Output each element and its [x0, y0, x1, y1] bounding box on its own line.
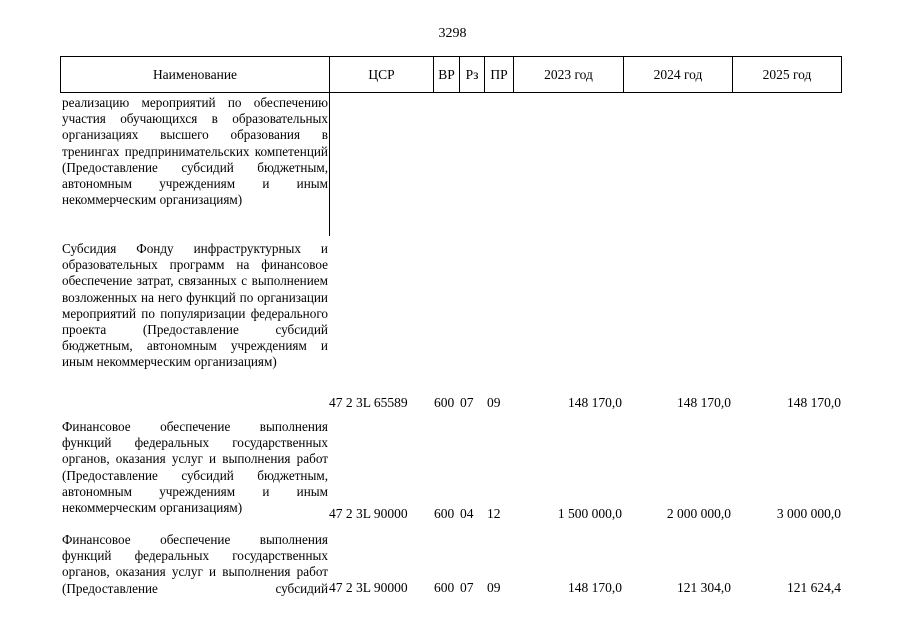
row-2024: 148 170,0	[677, 395, 731, 410]
row-vr: 600	[434, 506, 455, 521]
row-2024: 121 304,0	[677, 580, 731, 595]
row-2025: 121 624,4	[787, 580, 841, 595]
page-number: 3298	[438, 26, 467, 41]
row-name: реализацию мероприятий по обеспечению участия обучающихся в образовательных организациях высшего образования в тренингах предпринимательских компетенций (Предоставление субсидий бюджетным, автономным учреждениям и иным некоммерческим организациям)	[62, 95, 328, 208]
row-csr: 47 2 3L 90000	[329, 506, 408, 521]
row-2025: 3 000 000,0	[776, 506, 841, 521]
header-name: Наименование	[61, 57, 330, 92]
header-pr: ПР	[485, 57, 514, 92]
row-pr: 09	[487, 395, 501, 410]
row-csr: 47 2 3L 90000	[329, 580, 408, 595]
row-2025: 148 170,0	[787, 395, 841, 410]
column-divider	[329, 93, 330, 236]
row-2023: 148 170,0	[568, 395, 622, 410]
row-2023: 148 170,0	[568, 580, 622, 595]
header-2024: 2024 год	[624, 57, 733, 92]
header-vr: ВР	[434, 57, 460, 92]
row-rz: 04	[460, 506, 474, 521]
row-2023: 1 500 000,0	[557, 506, 622, 521]
row-2024: 2 000 000,0	[666, 506, 731, 521]
row-vr: 600	[434, 580, 455, 595]
row-rz: 07	[460, 395, 474, 410]
header-2023: 2023 год	[514, 57, 624, 92]
row-vr: 600	[434, 395, 455, 410]
row-rz: 07	[460, 580, 474, 595]
table-header	[60, 56, 842, 93]
row-name: Финансовое обеспечение выполнения функций федеральных государственных органов, оказания услуг и выполнения работ (Предоставление субсидий	[62, 532, 328, 596]
header-2025: 2025 год	[762, 67, 812, 82]
row-name: Субсидия Фонду инфраструктурных и образовательных программ на финансовое обеспечение затрат, связанных с выполнением возложенных на него функций по организации мероприятий по популяризации федерального проекта (Предоставление субсидий бюджетным, автономным учреждениям и иным некоммерческим организациям)	[62, 241, 328, 370]
row-pr: 09	[487, 580, 501, 595]
header-csr: ЦСР	[330, 57, 434, 92]
row-pr: 12	[487, 506, 501, 521]
row-name: Финансовое обеспечение выполнения функций федеральных государственных органов, оказания услуг и выполнения работ (Предоставление субсидий бюджетным, автономным учреждениям и иным некоммерческим организациям)	[62, 419, 328, 516]
row-csr: 47 2 3L 65589	[329, 395, 408, 410]
header-rz: Рз	[460, 57, 485, 92]
